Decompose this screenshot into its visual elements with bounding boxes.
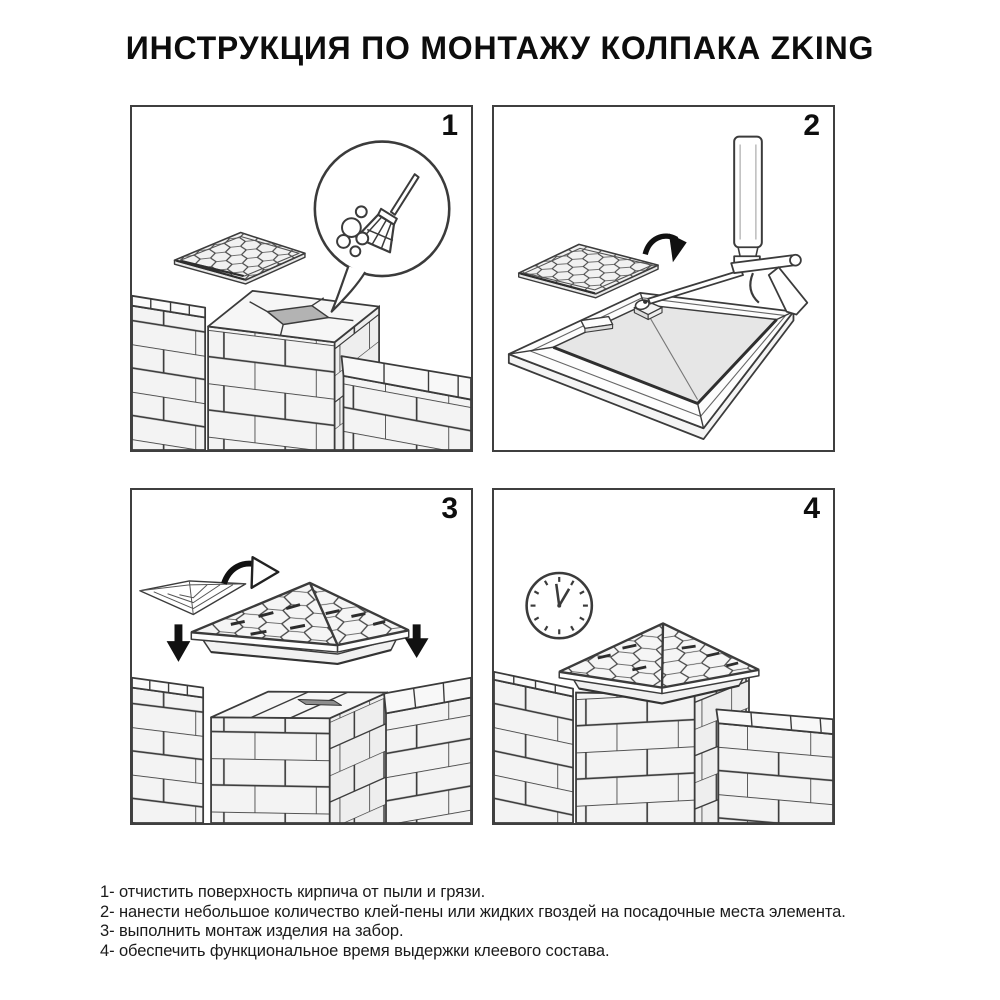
gun-grip (769, 267, 808, 314)
instruction-item-1: 1- отчистить поверхность кирпича от пыли и грязи. (100, 883, 486, 901)
flip-arrow-icon (645, 234, 687, 263)
panel-step-1 (130, 105, 473, 452)
panel-number: 1 (441, 109, 458, 142)
instruction-list (100, 883, 960, 961)
panel-step-3 (130, 488, 473, 825)
step-1-art (132, 107, 471, 450)
down-arrow-icon (167, 624, 191, 662)
panel-number: 2 (803, 109, 820, 142)
brick-wall-right (384, 678, 471, 823)
step-4-art (494, 490, 833, 823)
foam-gun-icon (643, 137, 807, 315)
gun-barrel (648, 270, 743, 304)
panel-number: 4 (803, 492, 820, 525)
cap-underside-tray (509, 293, 794, 439)
gun-trigger (750, 273, 759, 303)
panel-step-4 (492, 488, 835, 825)
step-2-art (494, 107, 833, 450)
brick-wall-left (132, 678, 203, 823)
cap-underside-small (140, 581, 246, 615)
instruction-item-4: 4- обеспечить функциональное время выдержки клеевого состава. (100, 941, 610, 960)
brick-pillar (576, 693, 695, 823)
instruction-item-3: 3- выполнить монтаж изделия на забор. (100, 922, 404, 940)
brick-wall-right (342, 356, 471, 450)
clock-icon (527, 573, 592, 638)
brick-wall-right (716, 709, 833, 823)
brick-wall-left (132, 296, 205, 450)
panel-step-2 (492, 105, 835, 452)
cap-top-view (174, 233, 304, 284)
step-3-art (132, 490, 471, 823)
cap-top-view (519, 244, 658, 297)
foam-canister (734, 137, 762, 257)
panel-number: 3 (441, 492, 458, 525)
instruction-item-2: 2- нанести небольшое количество клей-пены или жидких гвоздей на посадочные места элемента. (100, 902, 846, 921)
brick-wall-left (494, 672, 573, 823)
page-title: ИНСТРУКЦИЯ ПО МОНТАЖУ КОЛПАКА ZKING (125, 30, 875, 66)
